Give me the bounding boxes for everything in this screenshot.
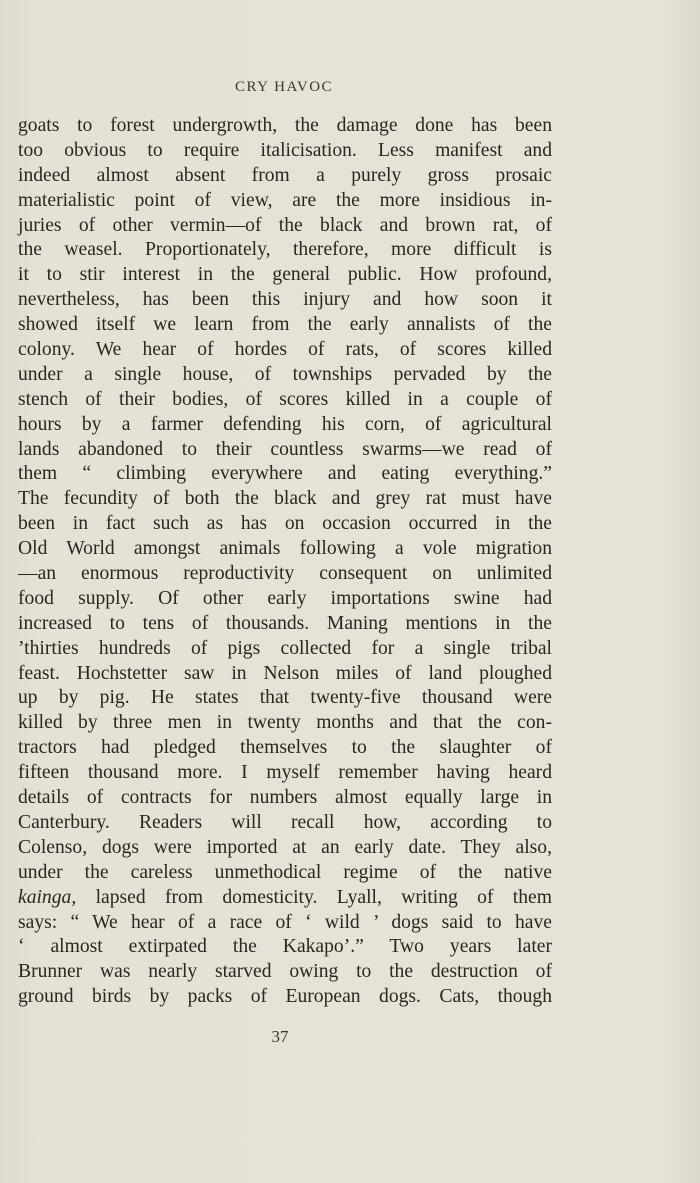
text-line-33: says: “ We hear of a race of ‘ wild ’ dogs said to have xyxy=(18,911,552,933)
text-line-7: it to stir interest in the general public. How profound, xyxy=(18,264,552,286)
body-text xyxy=(18,114,552,1010)
text-line-24: up by pig. He states that twenty-five thousand were xyxy=(18,687,552,709)
text-line-23: feast. Hochstetter saw in Nelson miles of land ploughed xyxy=(18,662,552,684)
text-line-28: details of contracts for numbers almost equally large in xyxy=(18,787,552,809)
text-line-36: ground birds by packs of European dogs. Cats, though xyxy=(18,986,552,1008)
page-number: 37 xyxy=(271,1027,289,1046)
text-line-26: tractors had pledged themselves to the slaughter of xyxy=(18,737,552,759)
text-line-4: materialistic point of view, are the more insidious in- xyxy=(18,189,552,211)
text-line-8: nevertheless, has been this injury and how soon it xyxy=(18,289,552,311)
text-line-25: killed by three men in twenty months and that the con- xyxy=(18,712,552,734)
text-line-13: hours by a farmer defending his corn, of agricultural xyxy=(18,413,552,435)
text-line-6: the weasel. Proportionately, therefore, more difficult is xyxy=(18,239,552,261)
text-line-3: indeed almost absent from a purely gross prosaic xyxy=(18,164,552,186)
text-line-14: lands abandoned to their countless swarms—we read of xyxy=(18,438,552,460)
text-line-15: them “ climbing everywhere and eating everything.” xyxy=(18,463,552,485)
text-line-16: The fecundity of both the black and grey rat must have xyxy=(18,488,552,510)
text-line-9: showed itself we learn from the early annalists of the xyxy=(18,314,552,336)
text-line-18: Old World amongst animals following a vole migration xyxy=(18,538,552,560)
text-line-12: stench of their bodies, of scores killed in a couple of xyxy=(18,388,552,410)
italic-word-kainga: kainga, xyxy=(18,886,77,908)
text-line-22: ’thirties hundreds of pigs collected for a single tribal xyxy=(18,637,552,659)
text-line-5: juries of other vermin—of the black and brown rat, of xyxy=(18,214,552,236)
text-line-10: colony. We hear of hordes of rats, of scores killed xyxy=(18,339,552,361)
text-line-29: Canterbury. Readers will recall how, according to xyxy=(18,811,552,833)
text-line-34: ‘ almost extirpated the Kakapo’.” Two years later xyxy=(18,936,552,958)
text-line-32-rest: lapsed from domesticity. Lyall, writing of them xyxy=(95,886,552,908)
text-line-11: under a single house, of townships pervaded by the xyxy=(18,363,552,385)
text-line-2: too obvious to require italicisation. Less manifest and xyxy=(18,139,552,161)
running-head: CRY HAVOC xyxy=(234,79,334,95)
text-line-31: under the careless unmethodical regime of the native xyxy=(18,861,552,883)
text-line-32 xyxy=(18,886,552,911)
text-line-1: goats to forest undergrowth, the damage done has been xyxy=(18,115,552,136)
text-line-27: fifteen thousand more. I myself remember having heard xyxy=(18,762,552,784)
text-line-19: —an enormous reproductivity consequent on unlimited xyxy=(18,563,552,585)
text-line-21: increased to tens of thousands. Maning mentions in the xyxy=(18,612,552,634)
text-line-17: been in fact such as has on occasion occurred in the xyxy=(18,513,552,535)
text-line-30: Colenso, dogs were imported at an early date. They also, xyxy=(18,836,552,858)
text-line-35: Brunner was nearly starved owing to the destruction of xyxy=(18,961,552,983)
text-line-20: food supply. Of other early importations swine had xyxy=(18,587,552,609)
